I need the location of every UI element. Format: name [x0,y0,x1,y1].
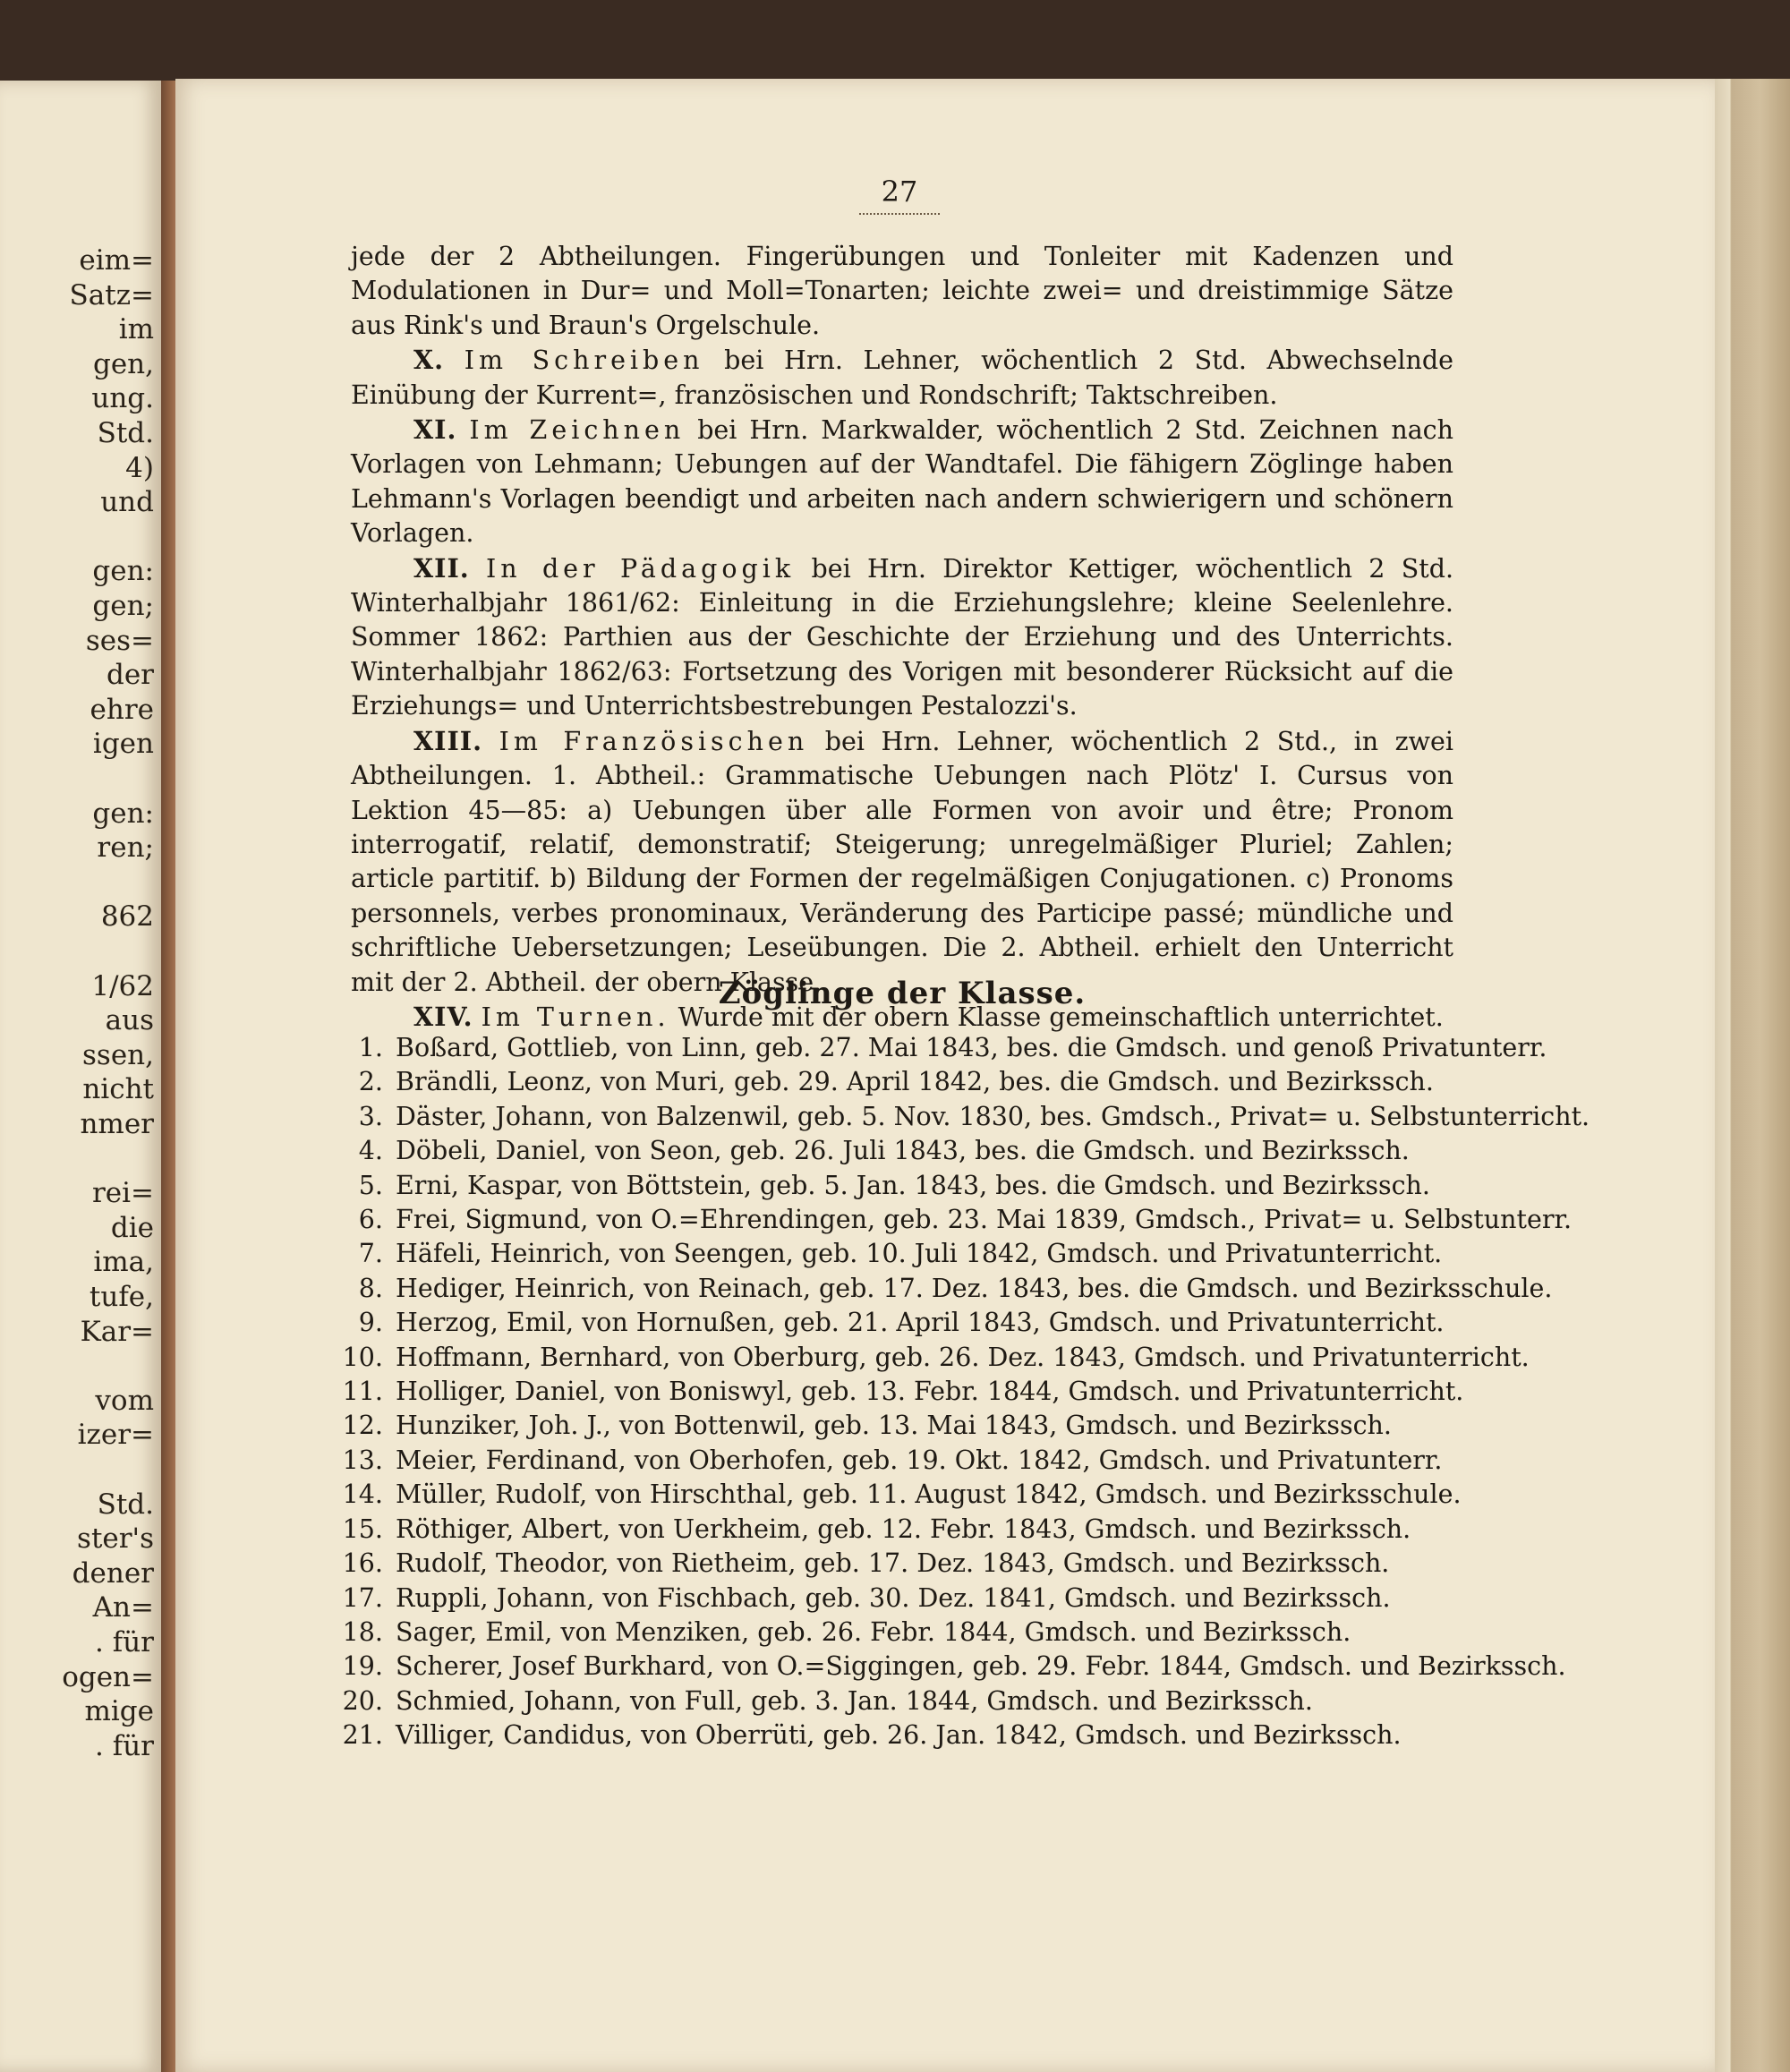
left-page-fragment: nmer [80,1108,154,1140]
list-item [331,1582,1495,1616]
section-text: bei Hrn. Markwalder, wöchentlich 2 Std. Zeichnen nach Vorlagen von Lehmann; Uebungen auf der Wandtafel. Die fähigern Zöglinge haben Lehmann's Vorlagen beendigt und arbeiten nach andern schwierigern und schönern Vorlagen. [351,415,1453,549]
list-item-number: 1. [358,1033,383,1062]
list-item-text: Hunziker, Joh. J., von Bottenwil, geb. 13. Mai 1843, Gmdsch. und Bezirkssch. [396,1411,1392,1441]
list-item-number: 14. [342,1479,383,1510]
left-page-fragment: gen, [92,347,154,380]
left-page-fragment: gen; [92,590,154,622]
left-page-fragment: die [110,1211,154,1244]
list-item-text: Boßard, Gottlieb, von Linn, geb. 27. Mai 1843, bes. die Gmdsch. und genoß Privatunterr. [396,1033,1547,1062]
list-item-text: Villiger, Candidus, von Oberrüti, geb. 26. Jan. 1842, Gmdsch. und Bezirkssch. [396,1720,1402,1751]
list-item-text: Herzog, Emil, von Hornußen, geb. 21. April 1843, Gmdsch. und Privatunterricht. [396,1308,1445,1338]
left-page-fragment: 4) [125,451,154,484]
list-item-number: 8. [358,1273,383,1303]
list-item-text: Däster, Johann, von Balzenwil, geb. 5. Nov. 1830, bes. Gmdsch., Privat= u. Selbstunterricht. [396,1101,1590,1131]
list-item-text: Röthiger, Albert, von Uerkheim, geb. 12. Febr. 1843, Gmdsch. und Bezirkssch. [396,1513,1411,1544]
list-item-text: Hoffmann, Bernhard, von Oberburg, geb. 26. Dez. 1843, Gmdsch. und Privatunterricht. [396,1342,1530,1372]
list-item-number: 9. [358,1308,383,1338]
list-item-number: 10. [342,1342,383,1372]
list-item [331,1375,1495,1409]
list-item [331,1134,1495,1168]
left-page-fragment: 862 [100,900,154,934]
left-page-fragment: und [100,486,154,519]
list-item [331,1547,1495,1581]
list-item-text: Erni, Kaspar, von Böttstein, geb. 5. Jan. 1843, bes. die Gmdsch. und Bezirkssch. [396,1170,1430,1200]
left-page-fragment: gen: [92,797,154,830]
list-item-text: Sager, Emil, von Menziken, geb. 26. Febr. 1844, Gmdsch. und Bezirkssch. [396,1616,1351,1647]
left-page-fragment: eim= [79,244,154,277]
left-page-fragment: igen [92,728,154,761]
page-edge [1715,79,1790,2072]
list-item-number: 6. [358,1205,383,1235]
list-item-text: Döbeli, Daniel, von Seon, geb. 26. Juli 1843, bes. die Gmdsch. und Bezirkssch. [396,1136,1410,1166]
left-page-fragment: ima, [93,1246,154,1279]
list-item [331,1616,1495,1650]
section-subject: In der Pädagogik [486,553,796,584]
section-number: X. [413,345,445,376]
section-xiii [351,724,1453,1000]
left-page-fragment: 1/62 [91,969,154,1002]
section-xii [351,551,1453,724]
student-list [331,1031,1590,1753]
page-number: 27 [841,175,958,215]
left-page-fragment: im [118,313,154,346]
left-page-fragment: An= [92,1591,154,1624]
left-page-fragment: tufe, [89,1281,154,1313]
list-item [331,1513,1495,1547]
section-text: bei Hrn. Lehner, wöchentlich 2 Std., in zwei Abtheilungen. 1. Abtheil.: Grammatische Uebungen nach Plötz' I. Cursus von Lektion 45—85: a) Uebungen über alle Formen von avoir und être; Pronom interrogatif, relatif, demonstratif; Steigerung; unregelmäßiger Pluriel; Zahlen; article partitif. b) Bildung der Formen der regelmäßigen Conjugationen. c) Pronoms personnels, verbes pronominaux, Veränderung des Participe passé; mündliche und schriftliche Uebersetzungen; Leseübungen. Die 2. Abtheil. erhielt den Unterricht mit der 2. Abtheil. der obern Klasse. [351,726,1454,997]
section-text: bei Hrn. Lehner, wöchentlich 2 Std. Abwechselnde Einübung der Kurrent=, französischen und Rondschrift; Taktschreiben. [351,345,1454,410]
left-page-fragment: . für [95,1729,154,1762]
list-item-text: Holliger, Daniel, von Boniswyl, geb. 13. Febr. 1844, Gmdsch. und Privatunterricht. [396,1377,1464,1407]
left-page-fragment: ogen= [62,1660,154,1693]
left-page-fragment: Satz= [69,278,154,311]
list-item-number: 16. [342,1548,383,1579]
list-item [331,1100,1590,1134]
left-page-fragment: ren; [97,831,154,865]
list-item-number: 20. [342,1685,383,1716]
section-xi [351,413,1453,551]
section-subject: Im Schreiben [464,345,704,376]
left-page-fragment: Std. [97,417,154,449]
section-number: XIV. [413,1001,473,1032]
left-page-fragment: aus [105,1004,154,1037]
left-page-fragment: izer= [77,1419,154,1452]
list-item [331,1031,1547,1065]
list-item-number: 5. [358,1170,383,1200]
left-page-fragment: ehre [90,693,154,726]
left-page-fragment: der [106,659,154,692]
left-page-fragment: gen: [92,555,154,588]
list-item [331,1169,1495,1203]
list-item-text: Frei, Sigmund, von O.=Ehrendingen, geb. 23. Mai 1839, Gmdsch., Privat= u. Selbstunterr. [396,1205,1573,1235]
list-item [331,1341,1530,1375]
list-item-number: 3. [358,1101,383,1131]
list-item [331,1650,1566,1684]
left-page-fragment: ung. [91,382,154,415]
list-item-number: 17. [342,1582,383,1613]
list-item-text: Scherer, Josef Burkhard, von O.=Siggingen, geb. 29. Febr. 1844, Gmdsch. und Bezirkssch. [396,1651,1566,1682]
list-item-number: 4. [358,1136,383,1166]
left-page-fragment: . für [95,1626,154,1658]
left-page-fragment: vom [95,1384,154,1417]
list-item-number: 19. [342,1651,383,1682]
section-text: bei Hrn. Direktor Kettiger, wöchentlich 2 Std. Winterhalbjahr 1861/62: Einleitung in die Erziehungslehre; kleine Seelenlehre. Sommer 1862: Parthien aus der Geschichte der Erziehung und des Unterrichts. Winterhalbjahr 1862/63: Fortsetzung des Vorigen mit besonderer Rücksicht auf die Erziehungs= und Unterrichtsbestrebungen Pestalozzi's. [351,553,1454,721]
list-item [331,1203,1573,1237]
list-item-text: Ruppli, Johann, von Fischbach, geb. 30. Dez. 1841, Gmdsch. und Bezirkssch. [396,1582,1391,1613]
list-item-text: Müller, Rudolf, von Hirschthal, geb. 11. August 1842, Gmdsch. und Bezirksschule. [396,1479,1462,1510]
paragraph-continuation: jede der 2 Abtheilungen. Fingerübungen und Tonleiter mit Kadenzen und Modulationen in Dur= und Moll=Tonarten; leichte zwei= und dreistimmige Sätze aus Rink's und Braun's Orgelschule. [351,242,1453,340]
list-item-text: Rudolf, Theodor, von Rietheim, geb. 17. Dez. 1843, Gmdsch. und Bezirkssch. [396,1548,1390,1579]
body-text [351,240,1453,1035]
left-page-fragment: ses= [85,624,154,657]
list-item [331,1718,1495,1752]
left-page-fragment: ssen, [82,1038,154,1071]
list-item-number: 13. [342,1445,383,1475]
list-item [331,1478,1495,1512]
list-item-text: Brändli, Leonz, von Muri, geb. 29. April 1842, bes. die Gmdsch. und Bezirkssch. [396,1067,1434,1097]
section-number: XIII. [413,725,483,756]
list-item [331,1237,1495,1271]
list-title: Zöglinge der Klasse. [718,976,1087,1011]
left-page-fragment: Kar= [80,1315,154,1348]
list-item-number: 12. [342,1411,383,1441]
left-page-fragment: mige [84,1695,154,1728]
left-page-fragment: Std. [97,1488,154,1521]
section-x [351,343,1453,413]
list-item-number: 15. [342,1513,383,1544]
list-item-text: Häfeli, Heinrich, von Seengen, geb. 10. Juli 1842, Gmdsch. und Privatunterricht. [396,1239,1443,1269]
section-subject: Im Französischen [499,726,809,756]
left-page-fragment: dener [72,1556,154,1590]
left-page-edge [0,81,161,2072]
left-page-fragment: rei= [91,1177,154,1210]
section-number: XII. [413,552,470,584]
list-item-number: 18. [342,1616,383,1647]
section-subject: Im Zeichnen [469,415,686,446]
section-subject: Im Turnen. [481,1002,670,1032]
list-item-number: 11. [342,1377,383,1407]
list-item-text: Hediger, Heinrich, von Reinach, geb. 17. Dez. 1843, bes. die Gmdsch. und Bezirksschule. [396,1273,1553,1303]
left-page-fragment: ster's [77,1522,154,1556]
list-item [331,1272,1553,1306]
list-item-text: Meier, Ferdinand, von Oberhofen, geb. 19. Okt. 1842, Gmdsch. und Privatunterr. [396,1445,1443,1475]
list-item [331,1684,1495,1718]
list-item-number: 21. [342,1720,383,1751]
book-gutter [161,81,175,2072]
left-page-fragment: nicht [82,1073,154,1106]
section-text: Wurde mit der obern Klasse gemeinschaftlich unterrichtet. [678,1002,1444,1032]
list-item [331,1444,1495,1478]
section-number: XI. [413,414,457,446]
list-item [331,1409,1495,1443]
list-item-number: 7. [358,1239,383,1269]
list-item [331,1306,1495,1340]
list-item [331,1065,1495,1099]
list-item-text: Schmied, Johann, von Full, geb. 3. Jan. 1844, Gmdsch. und Bezirkssch. [396,1685,1313,1716]
list-item-number: 2. [358,1067,383,1097]
